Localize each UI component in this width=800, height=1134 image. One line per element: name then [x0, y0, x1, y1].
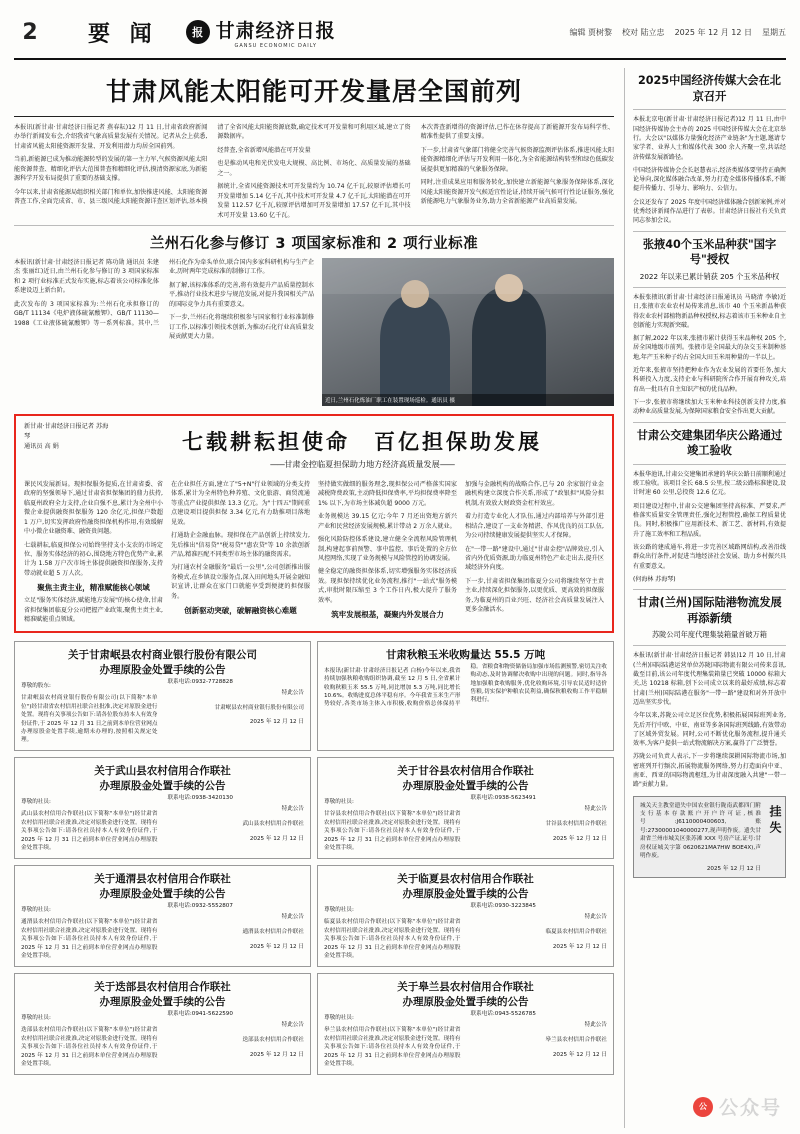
- feature-subhead: 聚焦主责主业，精准赋能核心领域: [37, 583, 150, 593]
- notice-title-line: 关于皋兰县农村信用合作联社: [397, 980, 534, 993]
- right-headline: 甘肃(兰州)国际陆港物流发展再添新绩: [637, 596, 782, 625]
- notice-grid: [14, 641, 614, 1075]
- secondary-article-body: [14, 258, 314, 406]
- notice-contact: 联系电话:0932-7728828: [167, 678, 233, 685]
- lead-paragraph: 同时,注重成果应用和服务转化,加快建立新能源气象服务保障体系,深化风能太阳能资源开发气候适宜性论证,持续开展气候可行性论证服务,强化新能源电力气象服务业务,助力全省新能源产业高质量发展。: [420, 179, 614, 206]
- notice-salutation: 尊敬的社员:: [324, 1015, 354, 1022]
- lead-paragraph: 本次普查新增得的资源评估,已作在休存提高了新能源开发布局科学性、精准性提供了重要支撑。: [420, 124, 614, 141]
- notice-salutation: 尊敬的社员:: [21, 1015, 51, 1022]
- notice-sign: 2025 年 12 月 12 日: [249, 1051, 304, 1058]
- notice-salutation: 尊敬的社员:: [324, 907, 354, 914]
- lead-paragraph: 今年以来,甘肃省能源局组织相关部门和单位,加快推进风能、太阳能资源普查工作,全面完成省、市、县三级风能太阳能资源详查区划评估,基本摸清了全省风能太阳能资源底数,确定技术可开发量和可利用区域,建立了资源数据库。: [14, 124, 411, 206]
- notice-sign: 特此公告: [281, 690, 304, 697]
- notice-title-line: 办理原股金处置手续的公告: [99, 779, 226, 792]
- notice-sign: 特此公告: [584, 914, 607, 921]
- notice-salutation: 尊敬的社员:: [21, 799, 51, 806]
- masthead: [14, 10, 786, 60]
- secondary-paragraph: 此次发布的 3 项国家标准为:兰州石化承担修订的 GB/T 11134《电炉液体硫氰酸钾》、GB/T 11130—1988《工业液体硫氰酸钾》等一系列标准。其中,兰州石化作为牵头单位,联合国内多家科研机构与生产企业,历时两年完成标准的制修订工作。: [14, 258, 314, 327]
- notice-title-line: 办理原股金处置手续的公告: [99, 887, 226, 900]
- divider: [633, 109, 786, 110]
- masthead-meta: [569, 27, 786, 38]
- notice-sign: 2025 年 12 月 12 日: [249, 835, 304, 842]
- notice-sign: 甘肃岷县农村商业银行股份有限公司: [214, 704, 304, 711]
- feature-paragraph: 立足"服务实体经济,赋能地方发展"的核心使命,甘肃省担保集团临夏分公司把握产业政策,聚焦主责主业,精准赋能重点领域。: [24, 597, 163, 624]
- feature-paragraph: 下一步,甘肃省担保集团临夏分公司将继续坚守主责主业,持续深化担保服务,以更优质、更高效的担保服务,为临夏州的百业兴旺、经济社会高质量发展注入更多金融活水。: [465, 577, 604, 614]
- notice-salutation: 尊敬的社员:: [21, 907, 51, 914]
- notice-title-line: 办理原股金处置手续的公告: [402, 995, 529, 1008]
- notice-text: 通渭县农村信用合作联社(以下简称"本单位")经甘肃省农村信用社联合社批准,决定对原股金进行处置。现将有关事项公告如下:请各位社员持本人有效身份证件,于 2025 年 12 月 31 日之前到本单位营业网点办理原股金处置手续。: [21, 919, 158, 960]
- feature-paragraph: 着力打造专业化人才队伍,通过内部培养与外部引进相结合,建设了一支业务精湛、作风优良的员工队伍,为公司持续健康发展提供坚实人才保障。: [465, 513, 604, 540]
- feature-kicker-right: 通讯员 高 娟: [24, 442, 59, 450]
- feature-paragraph: 课民风发展新局。现担保服务提质,在甘肃省委、省政府的坚强领导下,通过甘肃省担保集团的鼎力扶持,临夏州政府全力支持,企业自强不息,累计为全州中小微企业提供融资担保服务 120 余亿元,担保户数超 1 万户,切实发挥政府性融资担保机构作用,有效缓解中小微企业融资难、融资贵问题。: [24, 480, 163, 536]
- notice-text: 本报讯(新甘肃·甘肃经济日报记者 白杨)今年以来,我省持续加强秋粮收购组织协调,截至 12 月 5 日,全省累计收购秋粮玉米 55.5 万吨,同比增加 5.3 万吨,同比增长 10.6%。收购进度总体平稳有序。今年我省玉米生产形势较好,各类市场主体入市积极,收购价格总体保持平稳。省粮食和物资储备局加强市场监测预警,密切关注收购动态,及时协调解决收购中出现的问题。同时,指导各地加强粮食收购服务,优化收购环境,引导农民适时适价售粮,切实保护种粮农民利益,确保秋粮收购工作平稳顺利进行。: [324, 663, 607, 708]
- feature-kicker-left: 新甘肃·甘肃经济日报记者 苏海琴: [24, 422, 109, 440]
- right-paragraph: 会议还发布了 2025 年度中国经济媒体融合创新案例,并对优秀经济新闻作品进行了表彰。甘肃经济日报社有关负责同志参加会议。: [633, 198, 786, 225]
- notice-card: [317, 865, 614, 967]
- right-paragraph: 据了解,2022 年以来,张掖市累计获得玉米品种权 205 个,居全国地级市前列。张掖市是全国最大的杂交玉米制种基地,年产玉米种子约占全国大田玉米用种量的一半以上。: [633, 335, 786, 361]
- right-paragraph: 本报北京电(新甘肃·甘肃经济日报记者)12 月 11 日,由中国经济传媒协会主办的 2025 中国经济传媒大会在北京举行。大会以"以媒体力量强化经济产业链条"为主题,邀请专家学者、业界人士和媒体代表 300 余人齐聚一堂,共话经济传媒发展新路径。: [633, 116, 786, 161]
- right-paragraph: 本报讯(新甘肃·甘肃经济日报记者 韩县)12 月 10 日,甘肃(兰州)国际陆港运营单位苏陇国际物流有限公司传来喜讯,截至目前,该公司年度代理集装箱量已突破 10000 标箱大关,达 10218 标箱,创下公司成立以来的最好成绩,标志着甘肃(兰州)国际陆港在服务"一带一路"建设和对外开放中迈出坚实步伐。: [633, 652, 786, 706]
- logo-name: 甘肃经济日报: [215, 19, 336, 42]
- notice-sign: 特此公告: [281, 1022, 304, 1029]
- notice-title-line: 关于临夏县农村信用合作联社: [397, 872, 534, 885]
- notice-text: 甘谷县农村信用合作联社(以下简称"本单位")经甘肃省农村信用社联合社批准,决定对原股金进行处置。现将有关事项公告如下:请各位社员持本人有效身份证件,于 2025 年 12 月 31 日之前到本单位营业网点办理原股金处置手续。: [324, 811, 461, 851]
- notice-title-line: 关于武山县农村信用合作联社: [94, 764, 231, 777]
- notice-contact: 联系电话:0943-5526785: [470, 1011, 536, 1018]
- right-byline: (何海林 苏海琴): [633, 575, 676, 583]
- notice-card: [317, 757, 614, 859]
- notice-title-line: 办理原股金处置手续的公告: [99, 663, 226, 676]
- feature-subhead: 创新驱动突破，破解融资核心难题: [184, 606, 297, 616]
- secondary-headline: 兰州石化参与修订 3 项国家标准和 2 项行业标准: [149, 235, 479, 252]
- notice-card: [14, 757, 311, 859]
- meta-proofreader: 校对 陆立忠: [622, 27, 665, 37]
- notice-text: 甘肃岷县农村商业银行股份有限公司(以下简称"本单位")经甘肃省农村信用社联合社批准,决定对原股金进行处置。现将有关事项公告如下:请各位股东持本人有效身份证件,于 2025 年 12 月 31 日之前到本单位营业网点办理原股金处置手续,逾期未办理的,按照相关规定处理。: [21, 695, 158, 744]
- secondary-paragraph: 下一步,兰州石化将继续积极参与国家和行业标准制修订工作,以标准引领技术创新,为推动石化行业高质量发展贡献更大力量。: [169, 314, 314, 340]
- divider: [633, 287, 786, 288]
- notice-title-line: 办理原股金处置手续的公告: [99, 995, 226, 1008]
- feature-deck: —— 甘肃金控临夏担保助力地方经济高质量发展 ——: [120, 459, 604, 470]
- feature-paragraph: 在"一带一路"建设中,通过"甘肃金控"品牌效应,引入省内外优质资源,助力临夏州特色产业走出去,提升区域经济外向度。: [465, 545, 604, 572]
- right-headline: 2025中国经济传媒大会在北京召开: [637, 74, 781, 103]
- notice-title-line: 关于通渭县农村信用合作联社: [94, 872, 231, 885]
- notice-salutation: 尊敬的股东:: [21, 682, 51, 689]
- page-body: [14, 68, 786, 1128]
- feature-subhead: 筑牢发展根基，凝聚内外发展合力: [331, 610, 444, 620]
- meta-date: 2025 年 12 月 12 日: [674, 27, 752, 37]
- lost-notice-date: 2025 年 12 月 12 日: [706, 866, 761, 873]
- notice-card: [317, 641, 614, 751]
- lead-paragraph: 本报讯(新甘肃·甘肃经济日报记者 燕春耘)12 月 11 日,甘肃省政府新闻办举行新闻发布会,介绍我省气象高质量发展有关情况。记者从会上获悉,甘肃省风能太阳能资源开发量、开发利用潜力均居全国前列。: [14, 124, 208, 150]
- watermark-mark: 公: [698, 1102, 707, 1111]
- feature-paragraph: 加强与金融机构的战略合作,已与 20 余家银行业金融机构建立深度合作关系,形成了"政银担"风险分担机制,有效放大财政资金杠杆效应。: [465, 480, 604, 507]
- lead-headline: 甘肃风能太阳能可开发量居全国前列: [105, 77, 522, 106]
- lead-paragraph: 经普查,全省新增风能潜在可开发量: [217, 146, 311, 154]
- notice-contact: 联系电话:0932-5552807: [167, 903, 233, 910]
- feature-paragraph: 为打通农村金融服务"最后一公里",公司创新推出服务模式,在乡镇设立服务点,深入田间地头开展金融知识宣讲,让群众在家门口就能享受到便捷的担保服务。: [171, 564, 310, 600]
- right-paragraph: 该公路的建成通车,将进一步完善区域路网结构,改善沿线群众出行条件,对促进当地经济社会发展、助力乡村振兴具有重要意义。: [633, 543, 786, 570]
- notice-title-line: 甘肃秋粮玉米收购量达 55.5 万吨: [385, 648, 546, 661]
- notice-contact: 联系电话:0930-3223845: [470, 903, 536, 910]
- divider: [633, 645, 786, 646]
- logo-mark-text: 报: [192, 26, 204, 39]
- right-paragraph: 苏陇公司负责人表示,下一步将继续深耕国际物流市场,加密班列开行频次,拓展物流服务网络,努力打造面向中亚、南亚、西亚的国际物流枢纽,为甘肃深度融入共建"一带一路"贡献力量。: [633, 753, 786, 789]
- notice-card: [14, 973, 311, 1075]
- notice-card: [14, 865, 311, 967]
- right-paragraph: 中国经济传媒协会会长赵慧表示,经济类媒体要坚持正确舆论导向,深化媒体融合改革,努力打造全媒体传播体系,不断提升传播力、引导力、影响力、公信力。: [633, 166, 786, 193]
- logo-subname: GANSU ECONOMIC DAILY: [234, 42, 317, 49]
- feature-headline: 七载耕耘担使命 百亿担保助发展: [182, 429, 542, 454]
- feature-body: [24, 480, 604, 625]
- watermark: [693, 1093, 782, 1120]
- notice-card: [14, 641, 311, 751]
- notice-title-line: 办理原股金处置手续的公告: [402, 779, 529, 792]
- lead-paragraph: 也是推动风电和光伏发电大规模、高比例、市场化、高质量发展的基础之一。: [217, 160, 411, 177]
- watermark-text: 公众号: [718, 1097, 782, 1119]
- right-paragraph: 近年来,张掖市坚持把种业作为农业发展的首要任务,加大科研投入力度,支持企业与科研院所合作开展育种攻关,培育出一批具有自主知识产权的优良品种。: [633, 367, 786, 393]
- divider: [14, 225, 614, 226]
- notice-sign: 武山县农村信用合作联社: [242, 820, 304, 827]
- right-subhead: 2022 年以来已累计销获 205 个玉米品种权: [639, 271, 780, 281]
- notice-sign: 特此公告: [281, 806, 304, 813]
- feature-paragraph: 健全稳定的融资担保体系,切实增强服务实体经济质效。现担保持续优化业务流程,推行"一站式"服务模式,审批时限压缩至 3 个工作日内,极大提升了服务效率。: [318, 568, 457, 604]
- right-paragraph: 今年以来,苏陇公司立足区位优势,积极拓展国际班列业务,先后开行中欧、中亚、南亚等多条国际班列线路,有效带动了区域外贸发展。同时,公司不断优化服务流程,提升通关效率,为客户提供一站式物流解决方案,赢得了广泛赞誉。: [633, 712, 786, 748]
- right-paragraph: 本报华池讯,甘肃公交建集团承建的华庆公路日前顺利通过竣工验收。该项目全长 68.5 公里,按二级公路标准建设,设计时速 60 公里,总投资 12.6 亿元。: [633, 470, 786, 497]
- notice-text: 武山县农村信用合作联社(以下简称"本单位")经甘肃省农村信用社联合社批准,决定对原股金进行处置。现将有关事项公告如下:请各位社员持本人有效身份证件,于 2025 年 12 月 31 日之前到本单位营业网点办理原股金处置手续。: [21, 811, 158, 851]
- notice-title-line: 关于甘谷县农村信用合作联社: [397, 764, 534, 777]
- newspaper-logo: [186, 16, 336, 49]
- right-headline: 甘肃公交建集团华庆公路通过竣工验收: [636, 428, 783, 458]
- lost-notice-label: 挂失: [768, 804, 782, 837]
- notice-contact: 联系电话:0938-3420130: [167, 795, 233, 802]
- lost-notice: [633, 796, 786, 879]
- feature-paragraph: 七载耕耘,临夏担保公司始终坚持支小支农的市场定位、服务实体经济的初心,围绕地方特色优势产业,累计为 1.58 万户次市场主体提供融资担保服务,支持带动就业超 5 万人次。: [24, 541, 163, 577]
- notice-sign: 2025 年 12 月 12 日: [552, 943, 607, 950]
- notice-title-line: 关于迭部县农村信用合作联社: [94, 980, 231, 993]
- notice-salutation: 尊敬的社员:: [324, 799, 354, 806]
- secondary-paragraph: 据了解,该标准体系的完善,将有效提升产品质量控制水平,推动行业技术进步与规范发展,对提升我国相关产品的国际竞争力具有重要意义。: [169, 281, 314, 308]
- notice-text: 迭部县农村信用合作联社(以下简称"本单位")经甘肃省农村信用社联合社批准,决定对原股金进行处置。现将有关事项公告如下:请各位社员持本人有效身份证件,于 2025 年 12 月 31 日之前到本单位营业网点办理原股金处置手续。: [21, 1027, 158, 1068]
- notice-contact: 联系电话:0941-5622590: [167, 1011, 233, 1018]
- feature-paragraph: 打通助企金融血脉。现担保在产品创新上持续发力,先后推出"信易贷""税易贷""惠农贷"等 10 余款创新产品,精准匹配不同类型市场主体的融资需求。: [171, 532, 310, 558]
- notice-sign: 2025 年 12 月 12 日: [249, 719, 304, 726]
- divider: [633, 231, 786, 232]
- feature-paragraph: 业务规模达 39.15 亿元;今年 7 月还出资地方新兴产业和民营经济发展规模,累计带动 2 万余人就业。: [318, 513, 457, 530]
- notice-title-line: 办理原股金处置手续的公告: [402, 887, 529, 900]
- notice-sign: 2025 年 12 月 12 日: [552, 835, 607, 842]
- section-title: 要 闻: [88, 21, 158, 47]
- notice-sign: 皋兰县农村信用合作联社: [545, 1037, 607, 1043]
- lead-paragraph: 下一步,甘肃省气象部门将健全完善气候资源监测评估体系,推进风能太阳能资源精细化评估与开发利用一体化,为全省能源结构转型和绿色低碳发展提供更加精准的气象服务保障。: [420, 146, 614, 173]
- logo-mark-icon: [186, 20, 210, 44]
- divider: [14, 116, 614, 117]
- notice-sign: 特此公告: [584, 806, 607, 813]
- right-headline: 张掖40个玉米品种获"国字号"授权: [642, 237, 777, 267]
- right-paragraph: 项目建设过程中,甘肃公交建集团坚持高标准、严要求,严格落实质量安全管理责任,强化过程管控,确保工程质量优良。同时,积极推广应用新技术、新工艺、新材料,有效提升了施工效率和工程品质。: [633, 502, 786, 538]
- notice-sign: 特此公告: [584, 1022, 607, 1029]
- notice-sign: 2025 年 12 月 12 日: [249, 943, 304, 950]
- secondary-paragraph: 本报讯(新甘肃·甘肃经济日报记者 陈功勋 通讯员 朱建杰 张丽红)近日,由兰州石化参与修订的 3 项国家标准和 2 项行业标准正式发布实施,标志着该公司标准化体系建设迈上新台阶。: [14, 258, 159, 295]
- lead-paragraph: 据统计,全省风能资源技术可开发量约为 10.74 亿千瓦,较原评估增长可开发量增加 5.14 亿千瓦,其中技术可开发量 4.7 亿千瓦,太阳能潜在可开发量 112.57 亿千瓦,较原评估增加可开发量增加 17.57 亿千瓦,其中技术可开发量 13.60 亿千瓦。: [217, 183, 411, 219]
- notice-contact: 联系电话:0938-5623491: [470, 795, 536, 802]
- lead-paragraph: 当前,新能源已成为推动能源转型的发展的第一主力军,气候资源风能太阳能资源普查、精细化评估大范围普查和精细化评估,摸清资源家底,为新能源科学开发布局提供了重要的基础支撑。: [14, 156, 208, 183]
- notice-title-line: 关于甘肃岷县农村商业银行股份有限公司: [68, 648, 257, 661]
- right-paragraph: 下一步,张掖市将继续加大玉米种业科技创新支持力度,推动种业高质量发展,为保障国家粮食安全作出更大贡献。: [633, 398, 786, 416]
- news-photo: [322, 258, 614, 406]
- notice-sign: 通渭县农村信用合作联社: [242, 928, 304, 935]
- feature-paragraph: 强化风险防控体系建设,建立健全全流程风险管理机制,构建起事前预警、事中监控、事后处置的全方位风控网络,实现了业务规模与风险管控的协调发展。: [318, 536, 457, 562]
- divider: [633, 589, 786, 590]
- meta-weekday: 星期五: [762, 27, 786, 37]
- watermark-icon: [693, 1097, 713, 1117]
- notice-sign: 特此公告: [281, 914, 304, 921]
- left-column: [14, 68, 614, 1128]
- divider: [633, 422, 786, 423]
- right-column: [624, 68, 786, 1128]
- notice-sign: 甘谷县农村信用合作联社: [545, 820, 607, 827]
- notice-sign: 临夏县农村信用合作联社: [545, 928, 607, 935]
- right-paragraph: 本报张掖讯(新甘肃·甘肃经济日报通讯员 马晓清 李敏)近日,张掖市农业农村局传来消息,该市 40 个玉米新品种获得农业农村部植物新品种权授权,标志着该市玉米种业自主创新能力实现新突破。: [633, 293, 786, 329]
- notice-text: 皋兰县农村信用合作联社(以下简称"本单位")经甘肃省农村信用社联合社批准,决定对原股金进行处置。现将有关事项公告如下:请各位社员持本人有效身份证件,于 2025 年 12 月 31 日之前到本单位营业网点办理原股金处置手续。: [324, 1027, 461, 1068]
- photo-caption: 近日,兰州石化炼油厂职工在装置现场巡检。通讯员 摄: [322, 394, 614, 406]
- lost-notice-text: 城关天主教堂遗失中国农业银行陇南武都四门附支行基本存款账户开户许可证,核准号:J6110000400603,账号:27300001040000277,现声明作废。遗失甘肃省兰州市城关区张苏滩 XXX 号房产证,证号:甘房权证城关字第 0620621MA7HW BOE4X),声明作废。: [640, 802, 761, 859]
- divider: [633, 464, 786, 465]
- notice-sign: 迭部县农村信用合作联社: [242, 1037, 304, 1043]
- right-subhead: 苏陇公司年度代理集装箱量首破万箱: [651, 630, 767, 640]
- feature-paragraph: 在企业担任方面,建立了"5+N"行业领域的分类支持体系,累计为全州特色种养殖、文化旅游、商贸流通等重点产业提供担保 13.3 亿元。为"十四五"期间重点建设项目提供担保 3.34 亿元,有力助推项目落地见效。: [171, 480, 310, 526]
- lead-article-body: [14, 123, 614, 220]
- feature-paragraph: 坚持做实做细的服务理念,现担保公司严格落实国家减税降费政策,主动降低担保费率,平均担保费率降至 1% 以下,为市场主体减负超 9000 万元。: [318, 480, 457, 507]
- meta-editor: 编辑 贾树黎: [569, 27, 613, 37]
- feature-article: [14, 414, 614, 633]
- page-number: 2: [22, 19, 38, 45]
- notice-card: [317, 973, 614, 1075]
- notice-text: 临夏县农村信用合作联社(以下简称"本单位")经甘肃省农村信用社联合社批准,决定对原股金进行处置。现将有关事项公告如下:请各位社员持本人有效身份证件,于 2025 年 12 月 31 日之前到本单位营业网点办理原股金处置手续。: [324, 919, 461, 960]
- notice-sign: 2025 年 12 月 12 日: [552, 1051, 607, 1058]
